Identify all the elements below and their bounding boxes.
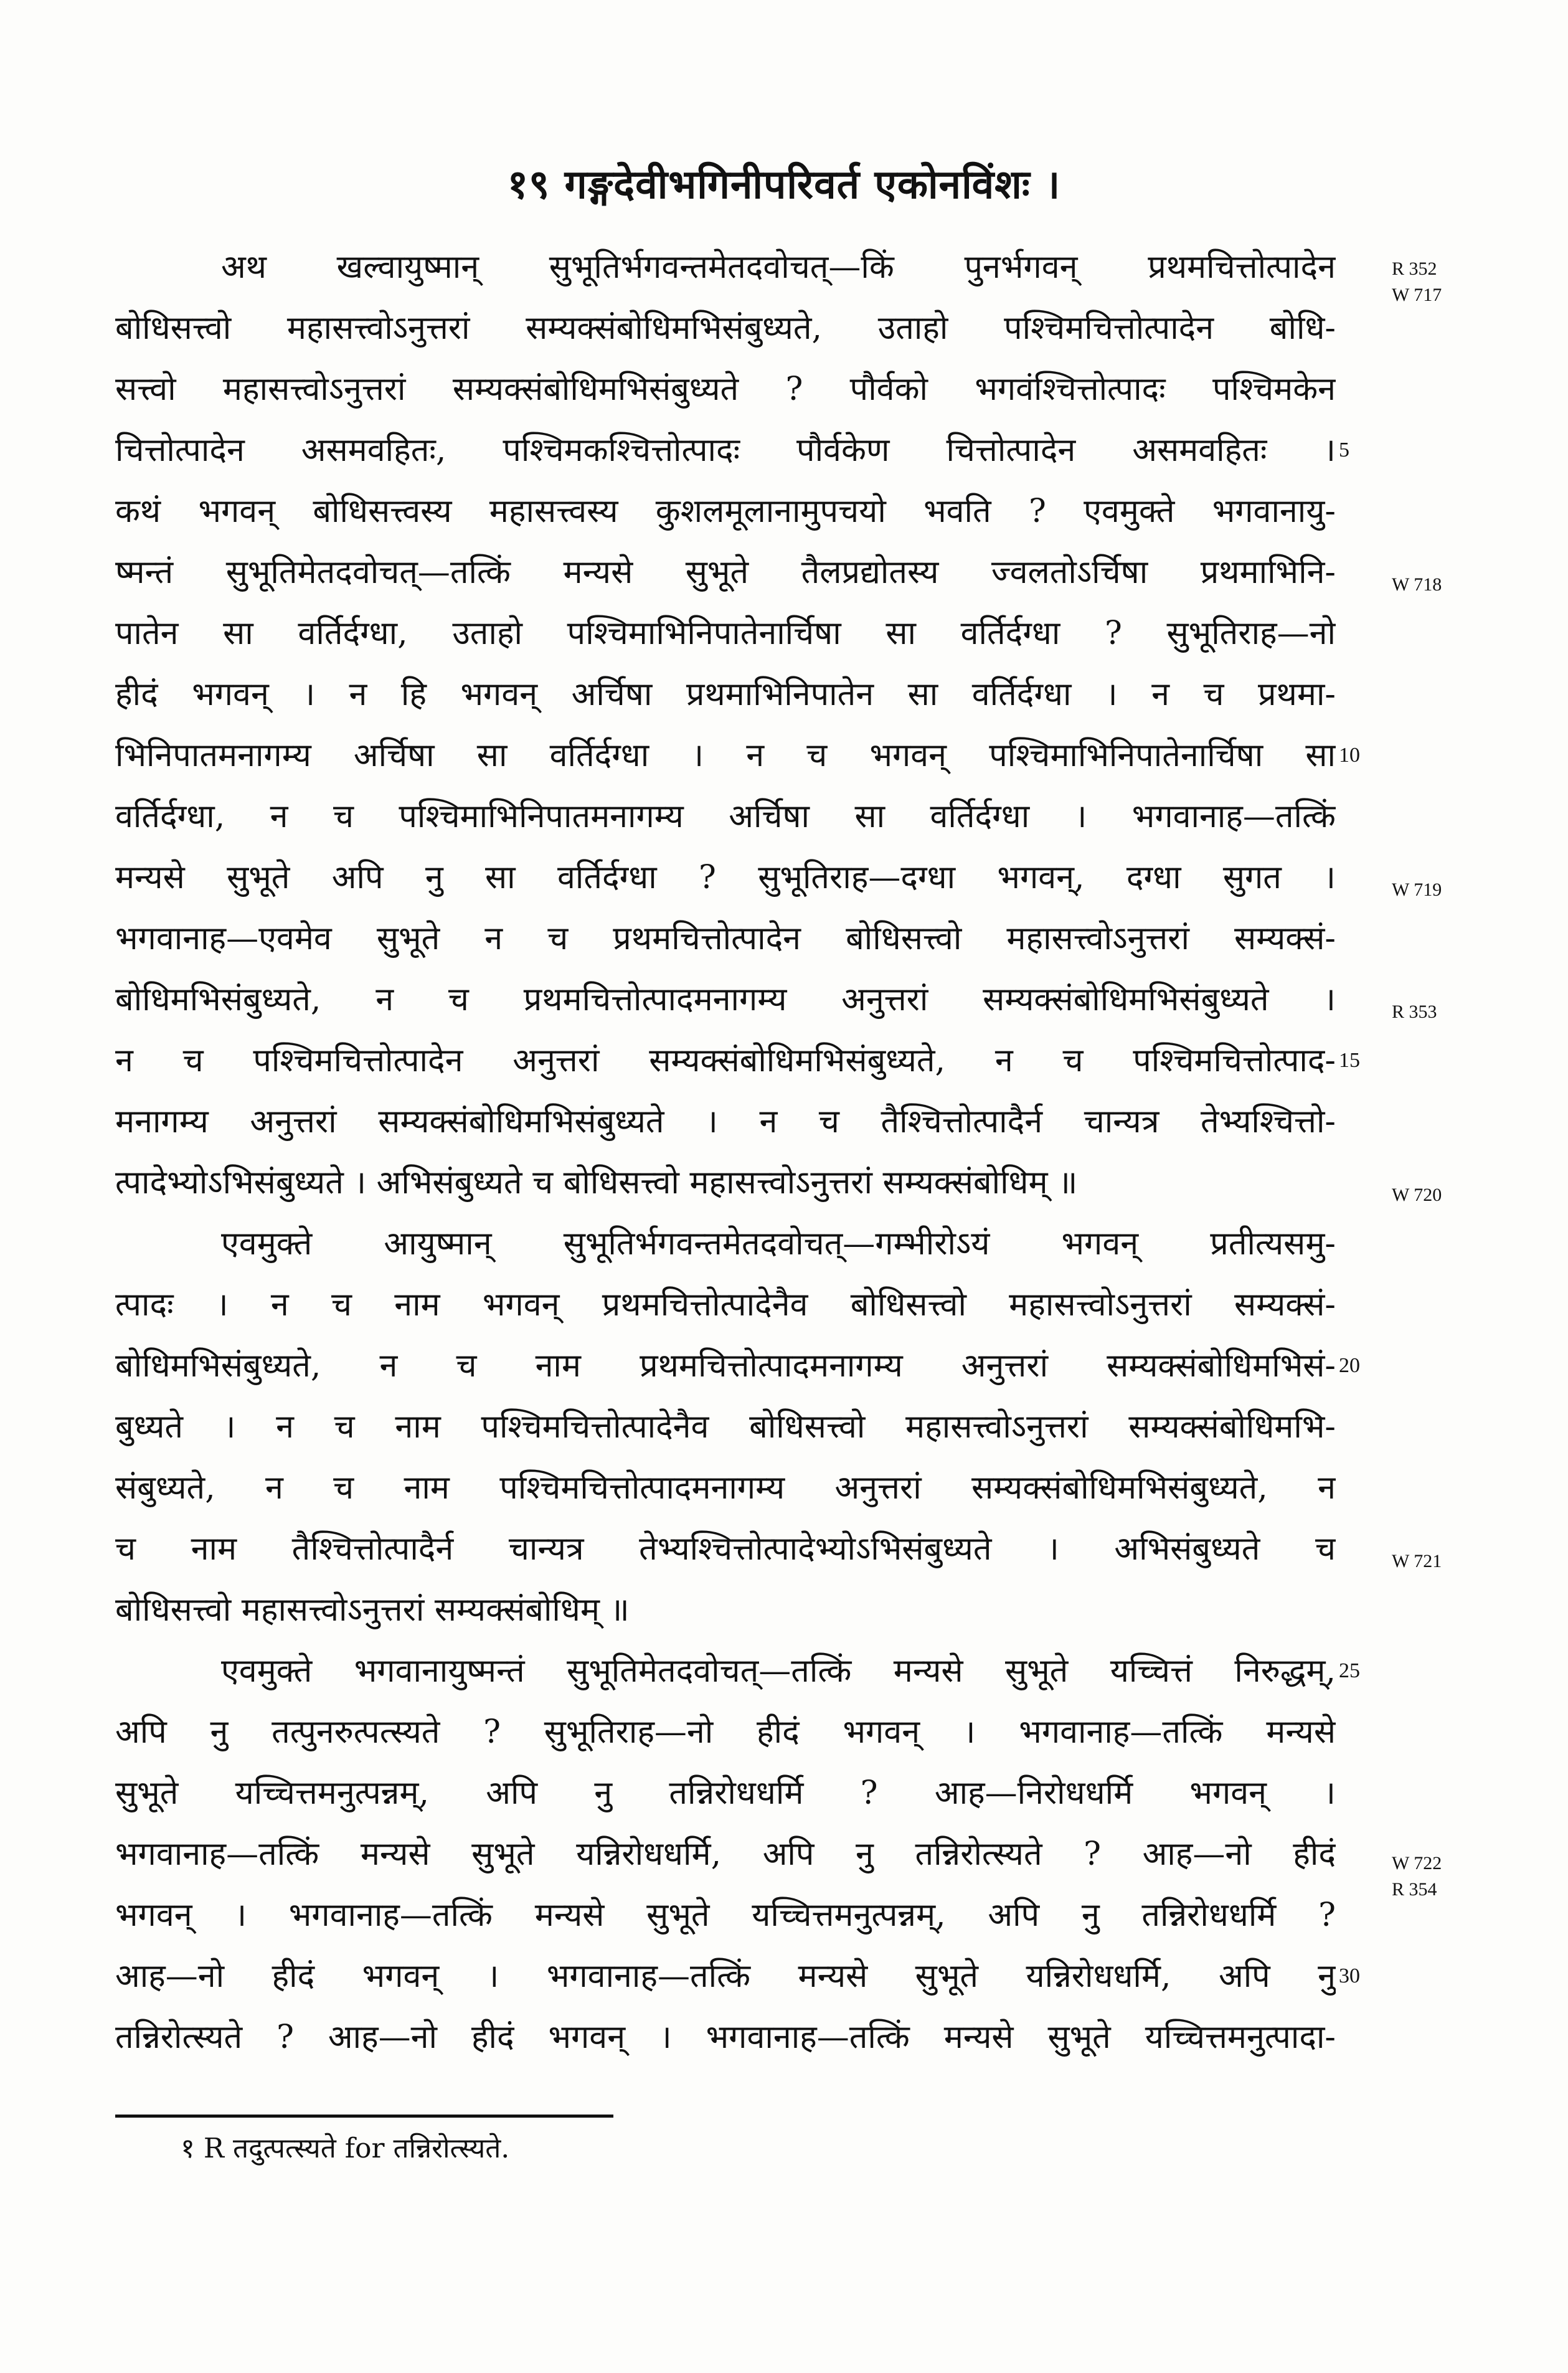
footnote: १ R तदुत्पत्स्यते for तन्निरोत्स्यते.	[181, 2133, 510, 2164]
margin-ref-w720: W 720	[1392, 1185, 1442, 1205]
text-line: चित्तोत्पादेन असमवहितः, पश्चिमकश्चित्तोत्पादः पौर्वकेण चित्तोत्पादेन असमवहितः ।	[115, 432, 1336, 469]
text-line: मनागम्य अनुत्तरां सम्यक्संबोधिमभिसंबुध्यते । न च तैश्चित्तोत्पादैर्न चान्यत्र तेभ्यश्चित्तो-	[115, 1103, 1336, 1140]
text-line: अपि नु तत्पुनरुत्पत्स्यते ? सुभूतिराह—नो हीदं भगवन् । भगवानाह—तत्किं मन्यसे	[115, 1713, 1336, 1751]
margin-ref-r354: R 354	[1392, 1879, 1437, 1900]
text-line: आह—नो हीदं भगवन् । भगवानाह—तत्किं मन्यसे सुभूते यन्निरोधधर्मि, अपि नु	[115, 1958, 1336, 1995]
text-line: बुध्यते । न च नाम पश्चिमचित्तोत्पादेनैव बोधिसत्त्वो महासत्त्वोऽनुत्तरां सम्यक्संबोधिमभि-	[115, 1408, 1336, 1446]
line-number: 30	[1339, 1964, 1360, 1987]
line-number: 5	[1339, 438, 1349, 462]
text-line: भगवानाह—तत्किं मन्यसे सुभूते यन्निरोधधर्मि, अपि नु तन्निरोत्स्यते ? आह—नो हीदं	[115, 1835, 1336, 1873]
text-line: सत्त्वो महासत्त्वोऽनुत्तरां सम्यक्संबोधिमभिसंबुध्यते ? पौर्वको भगवंश्चित्तोत्पादः पश्चिमकेन	[115, 371, 1336, 408]
text-line: अथ खल्वायुष्मान् सुभूतिर्भगवन्तमेतदवोचत्—किं पुनर्भगवन् प्रथमचित्तोत्पादेन	[221, 249, 1336, 286]
body-text	[115, 237, 1336, 2068]
text-line: भगवन् । भगवानाह—तत्किं मन्यसे सुभूते यच्चित्तमनुत्पन्नम्, अपि नु तन्निरोधधर्मि ?	[115, 1897, 1336, 1934]
line-number: 25	[1339, 1659, 1360, 1682]
text-line: एवमुक्ते भगवानायुष्मन्तं सुभूतिमेतदवोचत्—तत्किं मन्यसे सुभूते यच्चित्तं निरुद्धम्,	[221, 1652, 1336, 1690]
chapter-title: १९ गङ्गदेवीभगिनीपरिवर्त एकोनविंशः ।	[507, 161, 1061, 208]
text-line: तन्निरोत्स्यते ? आह—नो हीदं भगवन् । भगवानाह—तत्किं मन्यसे सुभूते यच्चित्तमनुत्पादा-	[115, 2019, 1336, 2056]
margin-ref-w722: W 722	[1392, 1853, 1442, 1873]
text-line: भिनिपातमनागम्य अर्चिषा सा वर्तिर्दग्धा । न च भगवन् पश्चिमाभिनिपातेनार्चिषा सा	[115, 737, 1336, 774]
line-number: 15	[1339, 1049, 1360, 1072]
text-line: संबुध्यते, न च नाम पश्चिमचित्तोत्पादमनागम्य अनुत्तरां सम्यक्संबोधिमभिसंबुध्यते, न	[115, 1469, 1336, 1507]
margin-ref-w719: W 719	[1392, 879, 1442, 900]
text-line: सुभूते यच्चित्तमनुत्पन्नम्, अपि नु तन्निरोधधर्मि ? आह—निरोधधर्मि भगवन् ।	[115, 1774, 1336, 1812]
text-line: बोधिमभिसंबुध्यते, न च नाम प्रथमचित्तोत्पादमनागम्य अनुत्तरां सम्यक्संबोधिमभिसं-	[115, 1347, 1336, 1385]
text-line: भगवानाह—एवमेव सुभूते न च प्रथमचित्तोत्पादेन बोधिसत्त्वो महासत्त्वोऽनुत्तरां सम्यक्सं-	[115, 920, 1336, 957]
text-line: च नाम तैश्चित्तोत्पादैर्न चान्यत्र तेभ्यश्चित्तोत्पादेभ्योऽभिसंबुध्यते । अभिसंबुध्यते च	[115, 1530, 1336, 1568]
text-line: कथं भगवन् बोधिसत्त्वस्य महासत्त्वस्य कुशलमूलानामुपचयो भवति ? एवमुक्ते भगवानायु-	[115, 493, 1336, 530]
margin-ref-w717: W 717	[1392, 285, 1442, 305]
text-line: एवमुक्ते आयुष्मान् सुभूतिर्भगवन्तमेतदवोचत्—गम्भीरोऽयं भगवन् प्रतीत्यसमु-	[221, 1225, 1336, 1262]
line-number: 10	[1339, 744, 1360, 767]
text-line: त्पादः । न च नाम भगवन् प्रथमचित्तोत्पादेनैव बोधिसत्त्वो महासत्त्वोऽनुत्तरां सम्यक्सं-	[115, 1286, 1336, 1324]
line-number: 20	[1339, 1354, 1360, 1377]
footnote-divider	[115, 2115, 613, 2118]
text-line: बोधिमभिसंबुध्यते, न च प्रथमचित्तोत्पादमनागम्य अनुत्तरां सम्यक्संबोधिमभिसंबुध्यते ।	[115, 981, 1336, 1018]
text-line: वर्तिर्दग्धा, न च पश्चिमाभिनिपातमनागम्य अर्चिषा सा वर्तिर्दग्धा । भगवानाह—तत्किं	[115, 798, 1336, 835]
text-line: बोधिसत्त्वो महासत्त्वोऽनुत्तरां सम्यक्संबोधिमभिसंबुध्यते, उताहो पश्चिमचित्तोत्पादेन बोधि-	[115, 310, 1336, 347]
text-line: मन्यसे सुभूते अपि नु सा वर्तिर्दग्धा ? सुभूतिराह—दग्धा भगवन्, दग्धा सुगत ।	[115, 859, 1336, 896]
margin-ref-r353: R 353	[1392, 1002, 1437, 1022]
text-line: बोधिसत्त्वो महासत्त्वोऽनुत्तरां सम्यक्संबोधिम् ॥	[115, 1591, 630, 1629]
text-line: हीदं भगवन् । न हि भगवन् अर्चिषा प्रथमाभिनिपातेन सा वर्तिर्दग्धा । न च प्रथमा-	[115, 676, 1336, 713]
text-line: न च पश्चिमचित्तोत्पादेन अनुत्तरां सम्यक्संबोधिमभिसंबुध्यते, न च पश्चिमचित्तोत्पाद-	[115, 1042, 1336, 1079]
text-line: पातेन सा वर्तिर्दग्धा, उताहो पश्चिमाभिनिपातेनार्चिषा सा वर्तिर्दग्धा ? सुभूतिराह—नो	[115, 615, 1336, 652]
margin-ref-w721: W 721	[1392, 1551, 1442, 1571]
margin-ref-r352: R 352	[1392, 258, 1437, 279]
text-line: ष्मन्तं सुभूतिमेतदवोचत्—तत्किं मन्यसे सुभूते तैलप्रद्योतस्य ज्वलतोऽर्चिषा प्रथमाभिनि-	[115, 554, 1336, 591]
text-line: त्पादेभ्योऽभिसंबुध्यते । अभिसंबुध्यते च बोधिसत्त्वो महासत्त्वोऽनुत्तरां सम्यक्संबोधिम् ॥	[115, 1164, 1078, 1201]
margin-ref-w718: W 718	[1392, 574, 1442, 595]
